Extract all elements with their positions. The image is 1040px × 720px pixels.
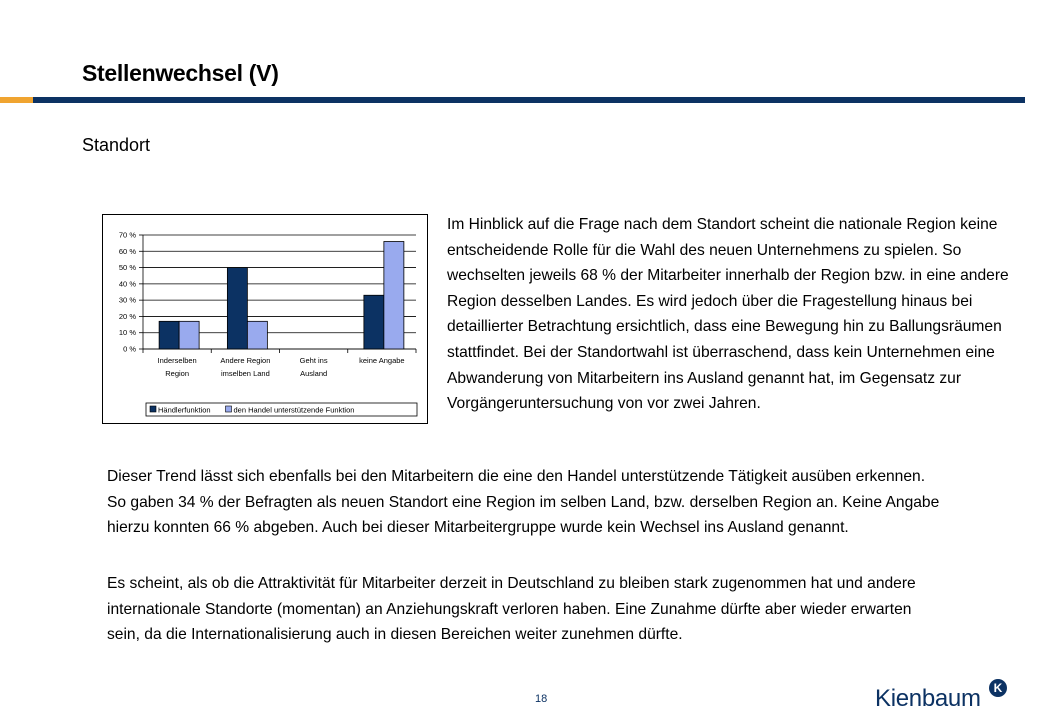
legend-label: Händlerfunktion: [158, 405, 211, 415]
logo-wordmark: Kienbaum: [875, 685, 981, 712]
legend-label: den Handel unterstützende Funktion: [233, 405, 355, 415]
x-category-label: Ausland: [300, 369, 328, 378]
legend-swatch: [150, 406, 156, 412]
paragraph-intro: Im Hinblick auf die Frage nach dem Standort scheint die nationale Region keine entscheidende Rolle für die Wahl des neuen Unternehmens zu spielen. So wechselten jeweils 68 % der Mitarbeiter innerhalb der Region bzw. in eine andere Region desselben Landes. Es wird jedoch über die Fragestellung hinaus bei detaillierter Betrachtung ersichtlich, dass eine Bewegung hin zu Ballungsräumen stattfindet. Bei der Standortwahl ist überraschend, dass kein Unternehmen eine Abwanderung von Mitarbeitern ins Ausland genannt hat, im Gegensatz zur Vorgängeruntersuchung von vor zwei Jahren.: [447, 216, 1009, 413]
bar: [247, 321, 267, 349]
paragraph-trend: Dieser Trend lässt sich ebenfalls bei den Mitarbeitern die eine den Handel unterstützende Tätigkeit ausüben erkennen. So gaben 34 % der Befragten als neuen Standort eine Region im selben Land, bzw. derselben Region an. Keine Angabe hierzu konnten 66 % abgeben. Auch bei dieser Mitarbeitergruppe wurde kein Wechsel ins Ausland genannt.: [107, 468, 940, 537]
bar-chart: [103, 215, 429, 425]
kienbaum-logo: [875, 679, 1015, 719]
y-tick-label: 10 %: [118, 328, 136, 338]
x-category-label: keine Angabe: [359, 356, 405, 365]
header-divider-bar: [33, 97, 1025, 103]
y-tick-label: 30 %: [118, 295, 136, 305]
bar: [159, 321, 179, 349]
bar: [384, 242, 404, 349]
bar: [179, 321, 199, 349]
y-tick-label: 70 %: [118, 230, 136, 240]
y-tick-label: 20 %: [118, 311, 136, 321]
page-number: 18: [535, 693, 548, 705]
page-title: Stellenwechsel (V): [82, 60, 279, 86]
y-tick-label: 60 %: [118, 246, 136, 256]
y-tick-label: 0 %: [123, 344, 136, 354]
y-tick-label: 50 %: [118, 263, 136, 273]
bar: [227, 268, 247, 349]
header-accent-bar: [0, 97, 33, 103]
y-tick-label: 40 %: [118, 279, 136, 289]
page-subtitle: Standort: [82, 135, 151, 155]
chart-frame: [102, 214, 428, 424]
logo-k-icon: K: [989, 679, 1007, 697]
x-category-label: Andere Region: [220, 356, 271, 365]
x-category-label: Inderselben: [157, 356, 197, 365]
x-category-label: Geht ins: [299, 356, 328, 365]
legend-swatch: [226, 406, 232, 412]
paragraph-conclusion: Es scheint, als ob die Attraktivität für Mitarbeiter derzeit in Deutschland zu bleiben stark zugenommen hat und andere internationale Standorte (momentan) an Anziehungskraft verloren haben. Eine Zunahme dürfte aber wieder erwarten sein, da die Internationalisierung auch in diesen Bereichen weiter zunehmen dürfte.: [107, 575, 916, 644]
x-category-label: Region: [165, 369, 190, 378]
x-category-label: imselben Land: [220, 369, 270, 378]
bar: [364, 295, 384, 349]
